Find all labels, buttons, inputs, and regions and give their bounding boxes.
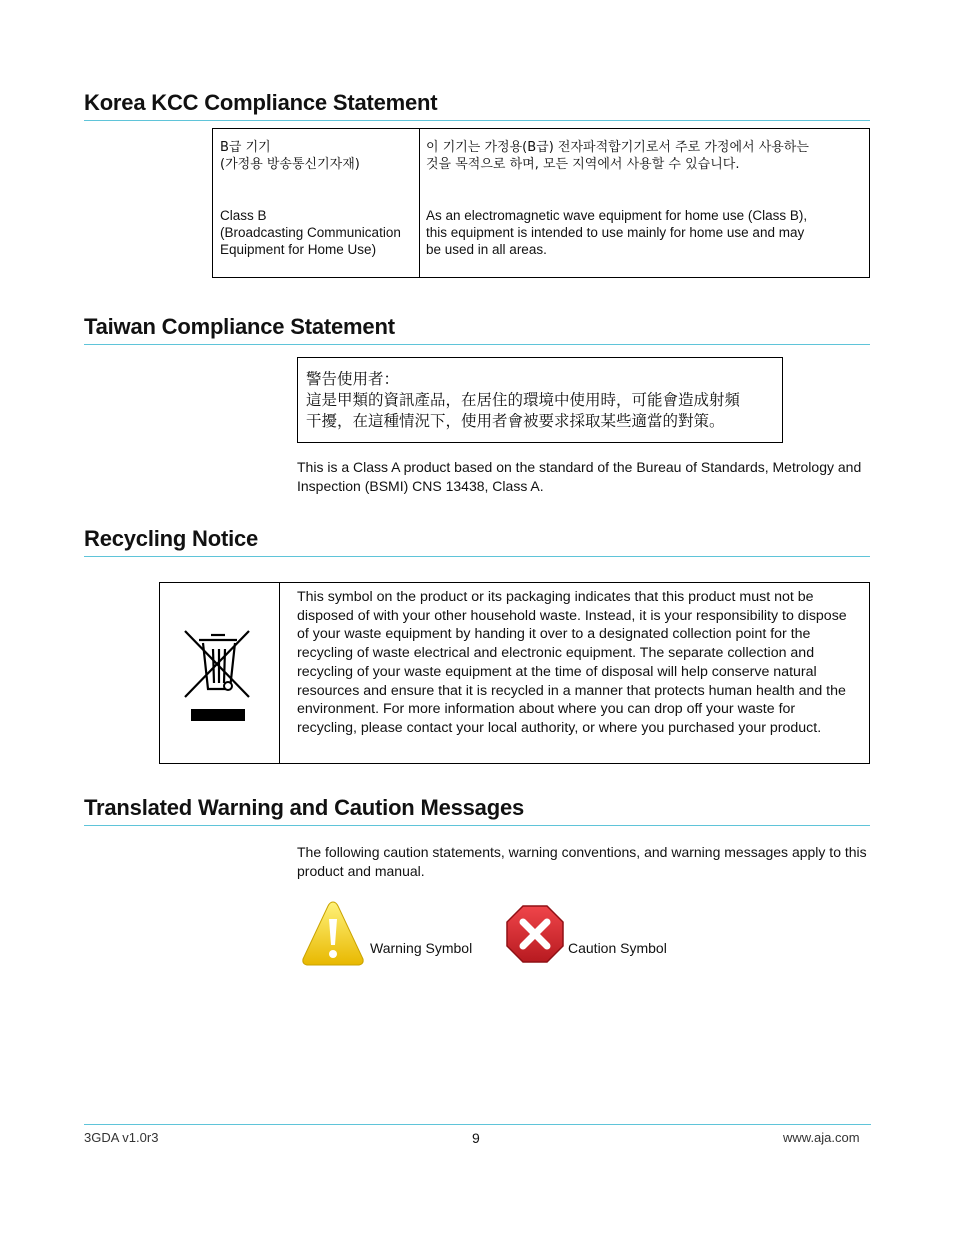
weee-crossed-bin-icon <box>183 627 255 725</box>
korea-compliance-table <box>212 128 870 278</box>
warning-symbol-group <box>300 899 486 969</box>
korea-class-label-en: Class B (Broadcasting Communication Equipment for Home Use) <box>220 208 401 257</box>
korea-heading: Korea KCC Compliance Statement <box>84 90 870 121</box>
taiwan-warning-box <box>297 357 783 443</box>
recycling-text: This symbol on the product or its packaging indicates that this product must not be disposed of with your other household waste. Instead, it is your responsibility to dispose of your waste equipment by handing it over to a designated collection point for the recycling of waste electrical and electronic equipment. The separate collection and recycling of your waste equipment at the time of disposal will help conserve natural resources and ensure that it is recycled in a manner that protects human health and the environment. For more information about where you can drop off your waste for recycling, please contact your local authority, or where you purchased your product. <box>297 589 847 736</box>
footer-page-number: 9 <box>472 1130 480 1146</box>
taiwan-heading: Taiwan Compliance Statement <box>84 314 870 345</box>
warning-triangle-icon <box>300 899 366 967</box>
caution-octagon-icon <box>505 904 565 964</box>
taiwan-paragraph: This is a Class A product based on the standard of the Bureau of Standards, Metrology and Inspection (BSMI) CNS 13438, Class A. <box>297 459 862 494</box>
translated-heading: Translated Warning and Caution Messages <box>84 795 870 826</box>
korea-statement-ko: 이 기기는 가정용(B급) 전자파적합기기로서 주로 가정에서 사용하는 것을 목적으로 하며, 모든 지역에서 사용할 수 있습니다. <box>426 140 809 172</box>
footer-divider <box>84 1124 871 1125</box>
taiwan-warning-line: 警告使用者： <box>306 370 400 388</box>
footer-doc-version: 3GDA v1.0r3 <box>84 1130 159 1145</box>
caution-symbol-group <box>505 904 685 968</box>
taiwan-warning-line: 干擾，在這種情況下，使用者會被要求採取某些適當的對策。 <box>306 412 725 430</box>
korea-statement-en: As an electromagnetic wave equipment for home use (Class B), this equipment is intended to use mainly for home use and may be used in all areas. <box>426 208 808 257</box>
taiwan-warning-line: 這是甲類的資訊產品，在居住的環境中使用時，可能會造成射頻 <box>306 391 741 409</box>
caution-symbol-label: Caution Symbol <box>568 940 667 956</box>
korea-class-label-ko: B급 기기 (가정용 방송통신기자재) <box>220 140 360 172</box>
footer-website: www.aja.com <box>783 1130 860 1145</box>
table-divider <box>279 583 280 763</box>
table-divider <box>419 129 420 277</box>
translated-paragraph: The following caution statements, warning conventions, and warning messages apply to this product and manual. <box>297 844 867 879</box>
recycling-table <box>159 582 870 764</box>
warning-symbol-label: Warning Symbol <box>370 940 473 956</box>
recycling-heading: Recycling Notice <box>84 526 870 557</box>
